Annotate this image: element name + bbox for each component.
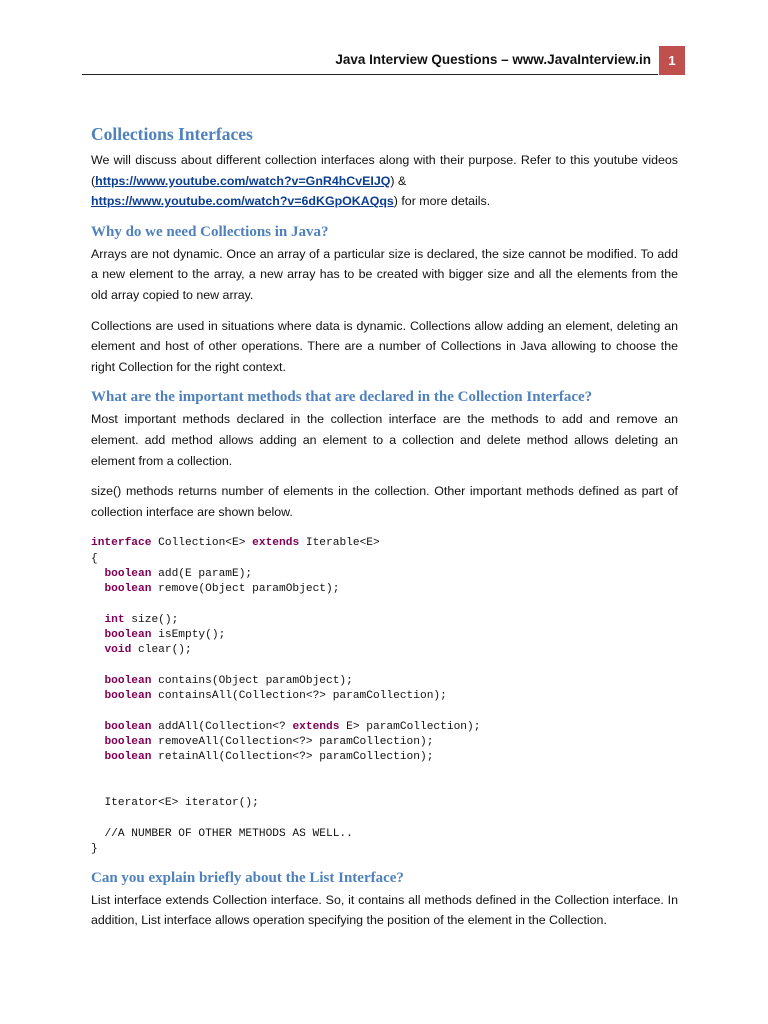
header-title: Java Interview Questions – www.JavaInterview.in: [335, 52, 651, 67]
code-line-blank: [91, 705, 678, 720]
document-body: [91, 122, 678, 941]
code-line: boolean remove(Object paramObject);: [104, 583, 340, 596]
code-line: //A NUMBER OF OTHER METHODS AS WELL..: [104, 827, 353, 840]
code-line: boolean isEmpty();: [104, 629, 226, 642]
list-paragraph: List interface extends Collection interface. So, it contains all methods defined in the Collection interface. In addition, List interface allows operation specifying the position of the element in the Collection.: [91, 892, 678, 928]
code-line-blank: [91, 659, 678, 674]
code-line-blank: [91, 781, 678, 796]
code-line-blank: [91, 598, 678, 613]
code-line: boolean retainAll(Collection<?> paramCollection);: [104, 751, 434, 764]
page-header: [82, 46, 685, 76]
heading-why-collections: Why do we need Collections in Java?: [91, 223, 329, 240]
code-line-blank: [91, 766, 678, 781]
intro-text-b: ) &: [390, 173, 407, 188]
why-paragraph-1: Arrays are not dynamic. Once an array of a particular size is declared, the size cannot be modified. To add a new element to the array, a new array has to be created with bigger size and all the elements from the old array copied to new array.: [91, 246, 678, 302]
heading-list-interface: Can you explain briefly about the List Interface?: [91, 869, 404, 886]
youtube-link-2[interactable]: https://www.youtube.com/watch?v=6dKGpOKAQqs: [91, 194, 394, 209]
heading-important-methods: What are the important methods that are declared in the Collection Interface?: [91, 389, 593, 406]
page-number-badge: 1: [659, 46, 685, 75]
code-line-blank: [91, 812, 678, 827]
code-line: boolean add(E paramE);: [104, 567, 253, 580]
code-line: void clear();: [104, 644, 192, 657]
code-line: boolean addAll(Collection<? extends E> paramCollection);: [104, 720, 481, 733]
code-line: boolean contains(Object paramObject);: [104, 674, 353, 687]
code-line: {: [91, 552, 98, 565]
methods-paragraph-1: Most important methods declared in the collection interface are the methods to add and remove an element. add method allows adding an element to a collection and delete method allows deleting an element from a collection.: [91, 412, 678, 468]
heading-collections-interfaces: Collections Interfaces: [91, 124, 253, 144]
intro-paragraph: [91, 150, 678, 212]
code-line: interface Collection<E> extends Iterable<E>: [91, 537, 380, 550]
code-line: int size();: [104, 613, 179, 626]
intro-text-c: ) for more details.: [393, 194, 491, 209]
youtube-link-1[interactable]: https://www.youtube.com/watch?v=GnR4hCvEIJQ: [95, 173, 391, 188]
methods-paragraph-2: size() methods returns number of elements in the collection. Other important methods defined as part of collection interface are shown below.: [91, 484, 678, 519]
code-line: Iterator<E> iterator();: [104, 797, 259, 810]
code-line: boolean removeAll(Collection<?> paramCollection);: [104, 736, 434, 749]
intro-text-a: We will discuss about different collection interfaces along with their purpose. Refer to this youtube videos (: [91, 153, 678, 188]
collection-interface-code: [91, 536, 678, 857]
code-line: boolean containsAll(Collection<?> paramCollection);: [104, 690, 447, 703]
why-paragraph-2: Collections are used in situations where data is dynamic. Collections allow adding an element, deleting an element and host of other operations. There are a number of Collections in Java allowing to choose the right Collection for the right context.: [91, 318, 678, 374]
code-line: }: [91, 843, 98, 856]
header-rule: [82, 74, 658, 75]
